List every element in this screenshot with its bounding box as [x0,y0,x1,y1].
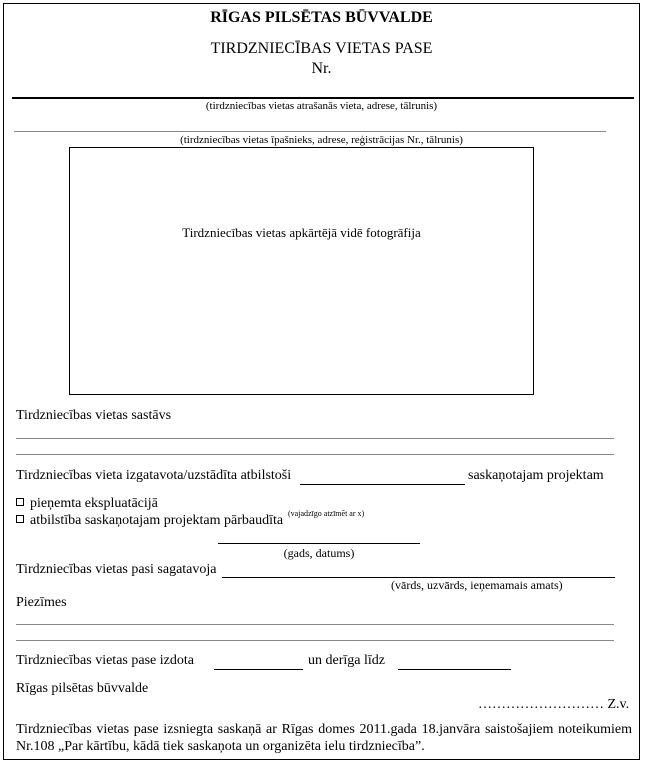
checkbox-hint: (vajadzīgo atzīmēt ar x) [288,509,365,518]
location-caption: (tirdzniecības vietas atrašanās vieta, adrese, tālrunis) [205,100,438,112]
checkbox-accepted-box[interactable] [16,498,24,506]
checkbox-accepted[interactable] [16,496,158,512]
org-title: RĪGAS PILSĒTAS BŪVVALDE [210,9,433,26]
composition-label: Tirdzniecības vietas sastāvs [16,408,172,423]
document-title: TIRDZNIECĪBAS VIETAS PASE [210,40,433,57]
person-caption: (vārds, uzvārds, ieņemamais amats) [391,578,563,592]
photo-box [69,147,534,395]
composition-line-2[interactable] [16,454,614,455]
issued-label: Tirdzniecības vietas pase izdota [16,653,194,668]
seal-line: ……………………… Z.v. [478,697,630,712]
notes-line-1[interactable] [16,624,614,625]
checkbox-checked[interactable] [16,513,283,529]
made-label: Tirdzniecības vieta izgatavota/uzstādīta atbilstoši [16,468,292,483]
composition-line-1[interactable] [16,438,614,439]
valid-date-line[interactable] [398,669,511,670]
photo-caption: Tirdzniecības vietas apkārtējā vidē fotogrāfija [182,225,421,240]
project-field-line[interactable] [300,484,465,485]
prepared-label: Tirdzniecības vietas pasi sagatavoja [16,562,217,577]
issued-date-line[interactable] [214,669,303,670]
location-line[interactable] [12,97,634,99]
date-line[interactable] [218,543,420,544]
checkbox-checked-label: atbilstība saskaņotajam projektam pārbaudīta [30,513,284,528]
owner-line[interactable] [14,131,606,132]
number-label: Nr. [311,60,332,77]
checkbox-checked-box[interactable] [16,515,24,523]
notes-line-2[interactable] [16,640,614,641]
checkbox-accepted-label: pieņemta ekspluatācijā [30,496,158,511]
authority-label: Rīgas pilsētas būvvalde [16,681,149,696]
valid-label: un derīga līdz [308,653,385,668]
date-caption: (gads, datums) [283,546,355,560]
footer-text: Tirdzniecības vietas pase izsniegta saskaņā ar Rīgas domes 2011.gada 18.janvāra saistošajiem noteikumiem Nr.108 „Par kārtību, kādā tiek saskaņota un organizēta ielu tirdzniecība”. [16,722,632,754]
made-suffix: saskaņotajam projektam [468,468,604,483]
notes-label: Piezīmes [16,595,67,610]
owner-caption: (tirdzniecības vietas īpašnieks, adrese, reģistrācijas Nr., tālrunis) [180,134,463,146]
